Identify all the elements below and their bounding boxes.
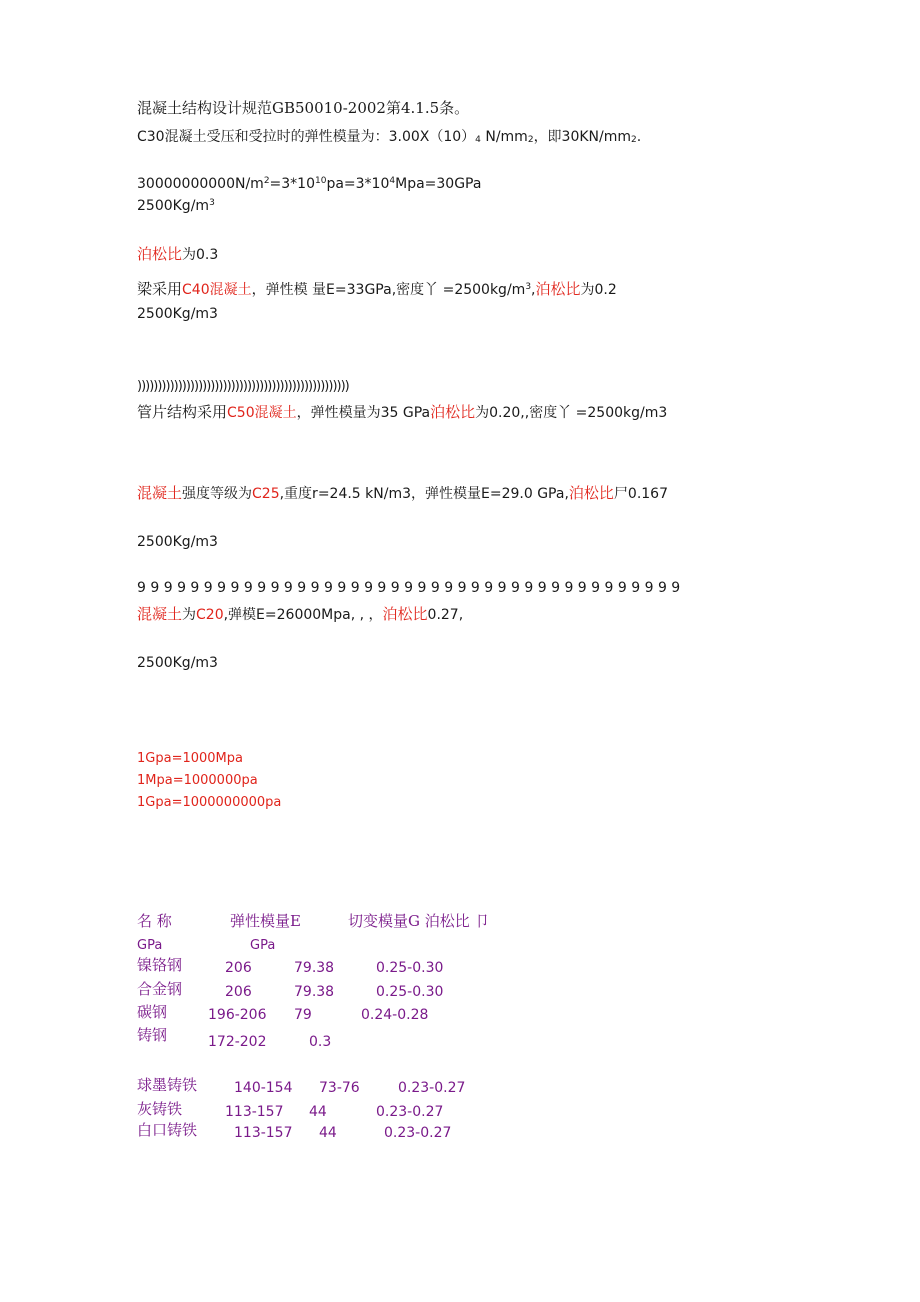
beam-b-sup: 3 (525, 282, 532, 292)
c30-subscript-2: 2 (631, 135, 637, 145)
poisson-line-1 (137, 245, 218, 264)
material-name: 白口铸铁 (137, 1121, 198, 1139)
c30-exponent: 4 (475, 135, 481, 145)
c25-line (137, 484, 668, 503)
tube-line (137, 403, 667, 422)
density-line-3: 2500Kg/m3 (137, 534, 218, 550)
beam-concrete: C40混凝土 (182, 282, 252, 298)
density-line-2: 2500Kg/m3 (137, 306, 218, 322)
cell-elastic-modulus: 172-202 (208, 1034, 267, 1050)
c30-text-b: N/mm (480, 129, 528, 145)
conv-c: pa=3*10 (326, 176, 390, 192)
c20-concrete: 混凝土 (137, 605, 183, 623)
c30-text-d: . (636, 129, 642, 145)
density-1-text: 2500Kg/m (137, 198, 210, 214)
header-shear-modulus-poisson: 切变模量G 泊松比 卩 (348, 912, 490, 930)
conv-c-sup: 4 (389, 176, 396, 186)
c25-concrete: 混凝土 (137, 484, 183, 502)
cell-poisson: 0.24-0.28 (361, 1007, 429, 1023)
cell-shear-modulus: 79.38 (294, 984, 335, 1000)
cell-elastic-modulus: 206 (225, 960, 252, 976)
cell-elastic-modulus: 196-206 (208, 1007, 267, 1023)
beam-c: , (531, 282, 536, 298)
cell-shear-modulus: 44 (309, 1104, 327, 1120)
conv-a: 30000000000N/m (137, 176, 264, 192)
cell-poisson: 0.23-0.27 (398, 1080, 466, 1096)
parentheses-line: )))))))))))))))))))))))))))))))))))))))))))))))))))) (137, 379, 349, 394)
c25-poisson-label: 泊松比 (568, 484, 614, 502)
conv-b: =3*10 (269, 176, 315, 192)
spec-title: 混凝土结构设计规范GB50010-2002第4.1.5条。 (137, 99, 470, 117)
conversion-line (137, 175, 481, 193)
c20-a: 为 (182, 607, 197, 623)
tube-poisson-label: 泊松比 (430, 403, 476, 421)
material-name: 合金钢 (137, 980, 183, 998)
beam-d: 为0.2 (580, 282, 617, 298)
tube-a: 管片结构采用 (137, 403, 228, 421)
cell-elastic-modulus: 140-154 (234, 1080, 293, 1096)
c30-modulus-line (137, 128, 641, 146)
c25-a: 强度等级为 (182, 486, 253, 502)
c30-text-c: ，即30KN/mm (533, 129, 632, 145)
cell-shear-modulus: 44 (319, 1125, 337, 1141)
c25-grade: C25 (252, 486, 280, 502)
unit-e: GPa (137, 938, 163, 953)
material-name: 球墨铸铁 (137, 1076, 198, 1094)
c30-subscript-1: 2 (527, 135, 534, 145)
c20-b: ,弹模E=26000Mpa, , ， (223, 607, 383, 623)
c25-c: 尸0.167 (613, 486, 669, 502)
cell-poisson: 0.23-0.27 (384, 1125, 452, 1141)
c25-b: ,重度r=24.5 kN/m3，弹性模量E=29.0 GPa, (279, 486, 569, 502)
tube-c: 为0.20,,密度丫 =2500kg/m3 (475, 405, 668, 421)
material-name: 镍铬钢 (137, 956, 183, 974)
poisson-label: 泊松比 (137, 245, 183, 263)
header-name: 名 称 (137, 912, 172, 930)
cell-shear-modulus: 79.38 (294, 960, 335, 976)
conv-d: Mpa=30GPa (395, 176, 482, 192)
material-name: 铸钢 (137, 1026, 168, 1044)
density-1-sup: 3 (209, 198, 215, 208)
beam-b: ，弹性模 量E=33GPa,密度丫 =2500kg/m (251, 282, 526, 298)
conv-a-sup: 2 (263, 176, 270, 186)
tube-b: ，弹性模量为35 GPa (296, 405, 431, 421)
cell-poisson: 0.23-0.27 (376, 1104, 444, 1120)
cell-shear-modulus: 79 (294, 1007, 312, 1023)
c20-c: 0.27, (427, 607, 464, 623)
cell-elastic-modulus: 113-157 (225, 1104, 284, 1120)
density-line-1 (137, 197, 215, 215)
cell-elastic-modulus: 206 (225, 984, 252, 1000)
cell-poisson: 0.25-0.30 (376, 984, 444, 1000)
conv-b-sup: 10 (315, 176, 327, 186)
cell-elastic-modulus: 113-157 (234, 1125, 293, 1141)
beam-a: 梁采用 (137, 280, 183, 298)
c20-grade: C20 (196, 607, 224, 623)
unit-conversion-2: 1Mpa=1000000pa (137, 773, 258, 788)
cell-shear-modulus: 0.3 (309, 1034, 332, 1050)
poisson-value: 为0.3 (182, 247, 219, 263)
c20-line (137, 605, 463, 624)
unit-conversion-3: 1Gpa=1000000000pa (137, 795, 282, 810)
c30-text-a: C30混凝土受压和受拉时的弹性模量为：3.00X（10） (137, 129, 476, 145)
c20-poisson-label: 泊松比 (382, 605, 428, 623)
material-name: 灰铸铁 (137, 1100, 183, 1118)
unit-g: GPa (250, 938, 276, 953)
header-elastic-modulus: 弹性模量E (230, 912, 301, 930)
nines-line: 9 9 9 9 9 9 9 9 9 9 9 9 9 9 9 9 9 9 9 9 9 9 9 9 9 9 9 9 9 9 9 9 9 9 9 9 9 9 9 9 9 (137, 580, 681, 596)
cell-shear-modulus: 73-76 (319, 1080, 360, 1096)
density-line-4: 2500Kg/m3 (137, 655, 218, 671)
beam-poisson-label: 泊松比 (535, 280, 581, 298)
material-name: 碳钢 (137, 1003, 168, 1021)
beam-line (137, 280, 617, 299)
cell-poisson: 0.25-0.30 (376, 960, 444, 976)
tube-concrete: C50混凝土 (227, 405, 297, 421)
unit-conversion-1: 1Gpa=1000Mpa (137, 751, 243, 766)
